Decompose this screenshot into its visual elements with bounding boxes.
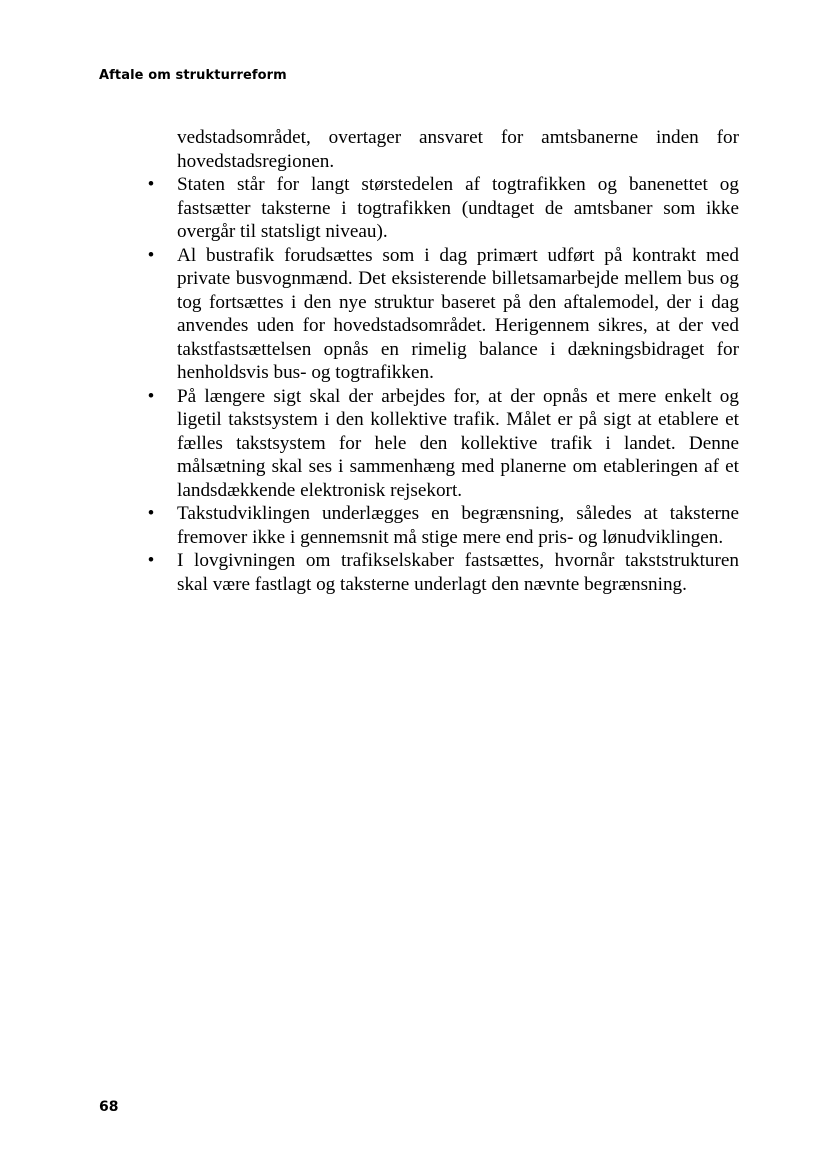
- bullet-icon: •: [147, 244, 155, 266]
- list-item-text: I lovgivningen om trafikselskaber fastsættes, hvornår takststrukturen skal være fastlagt og taksterne underlagt den nævnte begrænsning.: [177, 550, 739, 595]
- bullet-icon: •: [147, 503, 155, 524]
- list-item: [147, 502, 739, 549]
- bullet-icon: •: [147, 385, 155, 407]
- list-item: [147, 549, 739, 596]
- list-item-text: Staten står for langt størstedelen af togtrafikken og banenettet og fastsætter taksterne i togtrafikken (undtaget de amtsbaner som ikke overgår til statsligt niveau).: [177, 174, 739, 242]
- bullet-icon: •: [147, 550, 155, 571]
- bullet-list: [147, 173, 739, 596]
- list-item-text: På længere sigt skal der arbejdes for, at der opnås et mere enkelt og ligetil takstsystem i den kollektive trafik. Målet er på sigt at etablere et fælles takstsystem for hele den kollektive trafik i landet. Denne målsætning skal ses i sammenhæng med planerne om etableringen af et landsdækkende elektronisk rejsekort.: [177, 385, 739, 501]
- running-header: Aftale om strukturreform: [99, 68, 287, 83]
- list-item-text: Takstudviklingen underlægges en begrænsning, således at taksterne fremover ikke i gennemsnit må stige mere end pris- og lønudviklingen.: [177, 503, 739, 548]
- list-item-text: Al bustrafik forudsættes som i dag primært udført på kontrakt med private busvognmænd. Det eksisterende billetsamarbejde mellem bus og tog fortsættes i den nye struktur baseret på den aftalemodel, der i dag anvendes uden for hovedstadsområdet. Herigennem sikres, at der ved takstfastsættelsen opnås en rimelig balance i dækningsbidraget for henholdsvis bus- og togtrafikken.: [177, 244, 739, 383]
- list-item: [147, 385, 739, 503]
- intro-paragraph: vedstadsområdet, overtager ansvaret for amtsbanerne inden for hovedstadsregionen.: [177, 127, 739, 172]
- bullet-icon: •: [147, 174, 155, 195]
- list-item: [147, 244, 739, 385]
- main-text: [147, 126, 739, 596]
- list-item: [147, 173, 739, 244]
- page-number: 68: [99, 1099, 119, 1115]
